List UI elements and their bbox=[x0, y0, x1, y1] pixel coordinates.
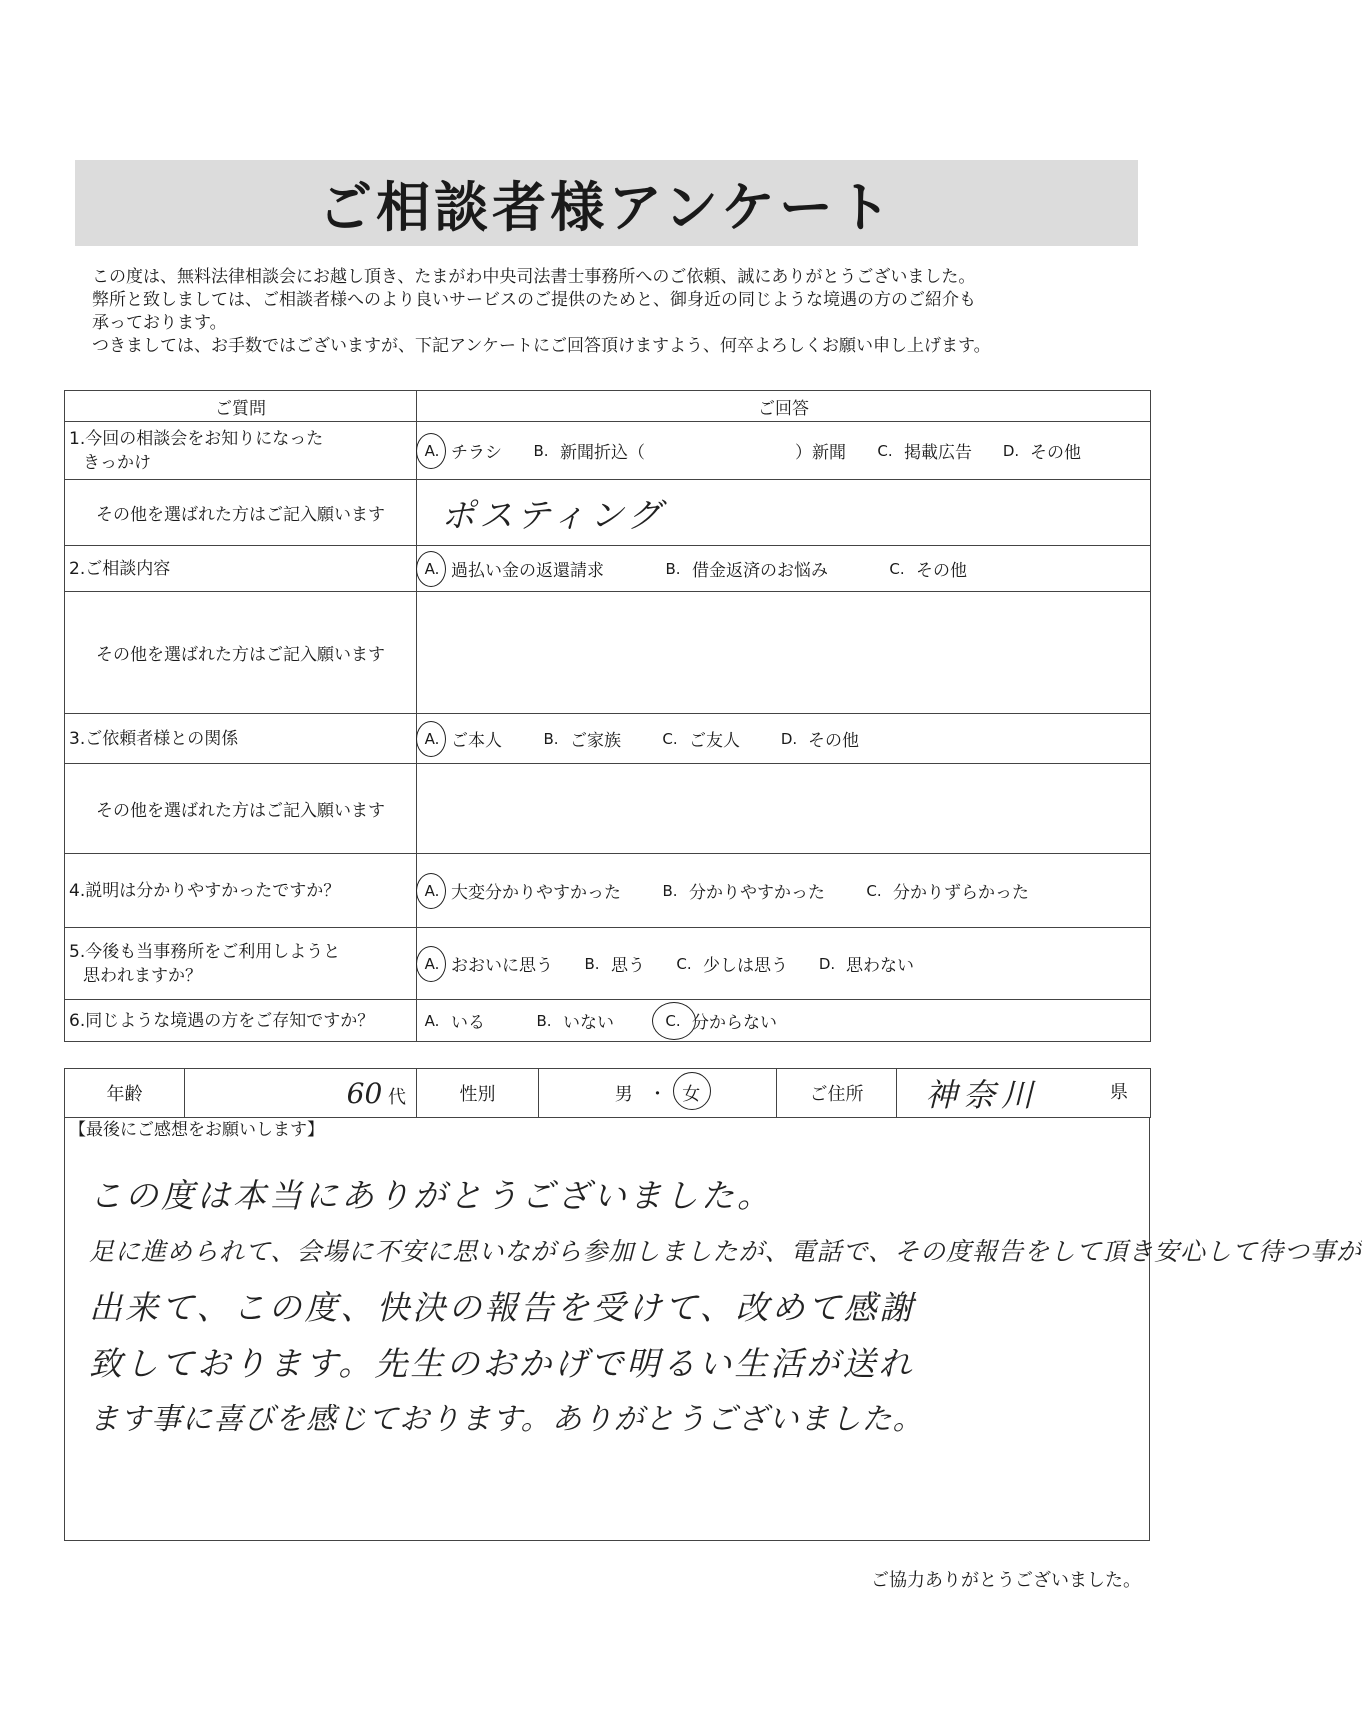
option-label: ご友人 bbox=[689, 731, 740, 751]
answer-5[interactable] bbox=[417, 928, 1151, 1000]
question-3: 3.ご依頼者様との関係 bbox=[65, 714, 417, 764]
option-label: 過払い金の返還請求 bbox=[451, 561, 604, 581]
answer-3[interactable] bbox=[417, 714, 1151, 764]
option-label: いない bbox=[563, 1013, 614, 1033]
option-label: 掲載広告 bbox=[904, 443, 972, 463]
q3-option[interactable] bbox=[661, 726, 740, 751]
survey-table bbox=[64, 390, 1151, 1042]
question-5: 5.今後も当事務所をご利用しようと 思われますか？ bbox=[65, 928, 417, 1000]
q1-option[interactable] bbox=[795, 438, 846, 463]
option-letter: B. bbox=[584, 954, 600, 973]
other-field-3[interactable] bbox=[417, 764, 1151, 854]
comments-title: 【最後にご感想をお願いします】 bbox=[69, 1120, 324, 1140]
option-letter: B. bbox=[533, 441, 549, 460]
option-label: 思わない bbox=[846, 956, 914, 976]
comment-line: 致しております。先生のおかげで明るい生活が送れ bbox=[89, 1344, 915, 1383]
q3-option[interactable] bbox=[542, 726, 621, 751]
option-label: その他 bbox=[1030, 443, 1081, 463]
age-label: 年齢 bbox=[65, 1069, 185, 1118]
option-label: いる bbox=[451, 1013, 485, 1033]
page-title: ご相談者様アンケート bbox=[318, 175, 895, 239]
gender-separator: ・ bbox=[648, 1084, 667, 1105]
option-letter: A. bbox=[424, 441, 440, 460]
address-label: ご住所 bbox=[777, 1069, 897, 1118]
option-letter: D. bbox=[1002, 441, 1020, 460]
option-label: その他 bbox=[916, 561, 967, 581]
q5-option[interactable] bbox=[818, 951, 914, 976]
option-label: おおいに思う bbox=[451, 956, 553, 976]
gender-label: 性別 bbox=[417, 1069, 539, 1118]
question-6: 6.同じような境遇の方をご存知ですか？ bbox=[65, 1000, 417, 1042]
age-field[interactable] bbox=[185, 1069, 417, 1118]
option-label: ご家族 bbox=[570, 731, 621, 751]
q6-option[interactable] bbox=[535, 1008, 614, 1033]
comment-line: 出来て、この度、快決の報告を受けて、改めて感謝 bbox=[89, 1288, 916, 1327]
option-label: その他 bbox=[808, 731, 859, 751]
q2-option[interactable] bbox=[888, 556, 967, 581]
option-label: ）新聞 bbox=[795, 443, 846, 463]
option-letter: C. bbox=[662, 729, 678, 748]
title-banner bbox=[75, 160, 1138, 246]
gender-field[interactable] bbox=[539, 1069, 777, 1118]
other-field-1[interactable] bbox=[417, 480, 1151, 546]
comments-text bbox=[89, 1168, 1362, 1448]
option-label: チラシ bbox=[451, 443, 502, 463]
option-label: ご本人 bbox=[451, 731, 502, 751]
other-answer-1: ポスティング bbox=[441, 496, 665, 536]
gender-female[interactable]: 女 bbox=[682, 1080, 700, 1106]
option-letter: B. bbox=[543, 729, 559, 748]
q1-option[interactable] bbox=[1002, 438, 1081, 463]
q5-option[interactable] bbox=[423, 951, 553, 976]
other-prompt-1: その他を選ばれた方はご記入願います bbox=[65, 480, 417, 546]
q5-option[interactable] bbox=[675, 951, 788, 976]
intro-line: この度は、無料法律相談会にお越し頂き、たまがわ中央司法書士事務所へのご依頼、誠にありがとうございました。 bbox=[92, 267, 976, 287]
other-prompt-3: その他を選ばれた方はご記入願います bbox=[65, 764, 417, 854]
other-field-2[interactable] bbox=[417, 592, 1151, 714]
address-field[interactable] bbox=[897, 1069, 1151, 1118]
q3-option[interactable] bbox=[780, 726, 859, 751]
comment-line: ます事に喜びを感じております。ありがとうございました。 bbox=[89, 1402, 924, 1437]
option-letter: C. bbox=[877, 441, 893, 460]
age-suffix: 代 bbox=[388, 1086, 406, 1108]
option-letter: A. bbox=[424, 559, 440, 578]
option-label: 新聞折込（ bbox=[560, 443, 645, 463]
option-letter: A. bbox=[424, 1011, 440, 1030]
q3-option[interactable] bbox=[423, 726, 502, 751]
option-letter: D. bbox=[818, 954, 836, 973]
question-1: 1.今回の相談会をお知りになった きっかけ bbox=[65, 422, 417, 480]
other-prompt-2: その他を選ばれた方はご記入願います bbox=[65, 592, 417, 714]
q4-option[interactable] bbox=[661, 878, 825, 903]
option-label: 思う bbox=[611, 956, 645, 976]
question-4: 4.説明は分かりやすかったですか？ bbox=[65, 854, 417, 928]
option-letter: B. bbox=[536, 1011, 552, 1030]
q6-option[interactable] bbox=[664, 1008, 777, 1033]
option-label: 分かりやすかった bbox=[689, 883, 825, 903]
closing-text: ご協力ありがとうございました。 bbox=[871, 1570, 1141, 1591]
comment-line: 足に進められて、会場に不安に思いながら参加しましたが、電話で、その度報告をして頂き安心して待つ事が bbox=[89, 1237, 1362, 1266]
q4-option[interactable] bbox=[423, 878, 621, 903]
comments-box[interactable] bbox=[64, 1118, 1362, 1541]
option-label: 分かりずらかった bbox=[893, 883, 1029, 903]
header-question: ご質問 bbox=[65, 391, 417, 422]
intro-line: 弊所と致しましては、ご相談者様へのより良いサービスのご提供のためと、御身近の同じような境遇の方のご紹介も bbox=[92, 290, 976, 310]
gender-male[interactable]: 男 bbox=[614, 1084, 633, 1105]
answer-1[interactable] bbox=[417, 422, 1151, 480]
option-letter: D. bbox=[780, 729, 798, 748]
intro-line: 承っております。 bbox=[92, 313, 227, 333]
comment-line: この度は本当にありがとうございました。 bbox=[89, 1176, 773, 1215]
option-letter: C. bbox=[665, 1011, 681, 1030]
q2-option[interactable] bbox=[664, 556, 828, 581]
intro-text bbox=[92, 266, 1112, 358]
answer-2[interactable] bbox=[417, 546, 1151, 592]
answer-4[interactable] bbox=[417, 854, 1151, 928]
address-value: 神奈川 bbox=[925, 1076, 1040, 1114]
q1-option[interactable] bbox=[423, 438, 502, 463]
q1-option[interactable] bbox=[532, 438, 645, 463]
option-letter: B. bbox=[662, 881, 678, 900]
option-label: 借金返済のお悩み bbox=[692, 561, 828, 581]
profile-table bbox=[64, 1068, 1151, 1118]
age-value: 60 bbox=[346, 1076, 383, 1110]
option-letter: C. bbox=[889, 559, 905, 578]
q2-option[interactable] bbox=[423, 556, 604, 581]
answer-6[interactable] bbox=[417, 1000, 1151, 1042]
address-suffix: 県 bbox=[1110, 1082, 1128, 1103]
option-letter: A. bbox=[424, 729, 440, 748]
option-label: 大変分かりやすかった bbox=[451, 883, 621, 903]
intro-line: つきましては、お手数ではございますが、下記アンケートにご回答頂けますよう、何卒よろしくお願い申し上げます。 bbox=[92, 336, 991, 356]
option-letter: A. bbox=[424, 881, 440, 900]
option-label: 分からない bbox=[692, 1013, 777, 1033]
option-letter: B. bbox=[665, 559, 681, 578]
option-letter: C. bbox=[676, 954, 692, 973]
q5-option[interactable] bbox=[583, 951, 645, 976]
option-label: 少しは思う bbox=[703, 956, 788, 976]
option-letter: A. bbox=[424, 954, 440, 973]
q4-option[interactable] bbox=[865, 878, 1029, 903]
option-letter: C. bbox=[866, 881, 882, 900]
question-2: 2.ご相談内容 bbox=[65, 546, 417, 592]
q1-option[interactable] bbox=[876, 438, 972, 463]
q6-option[interactable] bbox=[423, 1008, 485, 1033]
header-answer: ご回答 bbox=[417, 391, 1151, 422]
